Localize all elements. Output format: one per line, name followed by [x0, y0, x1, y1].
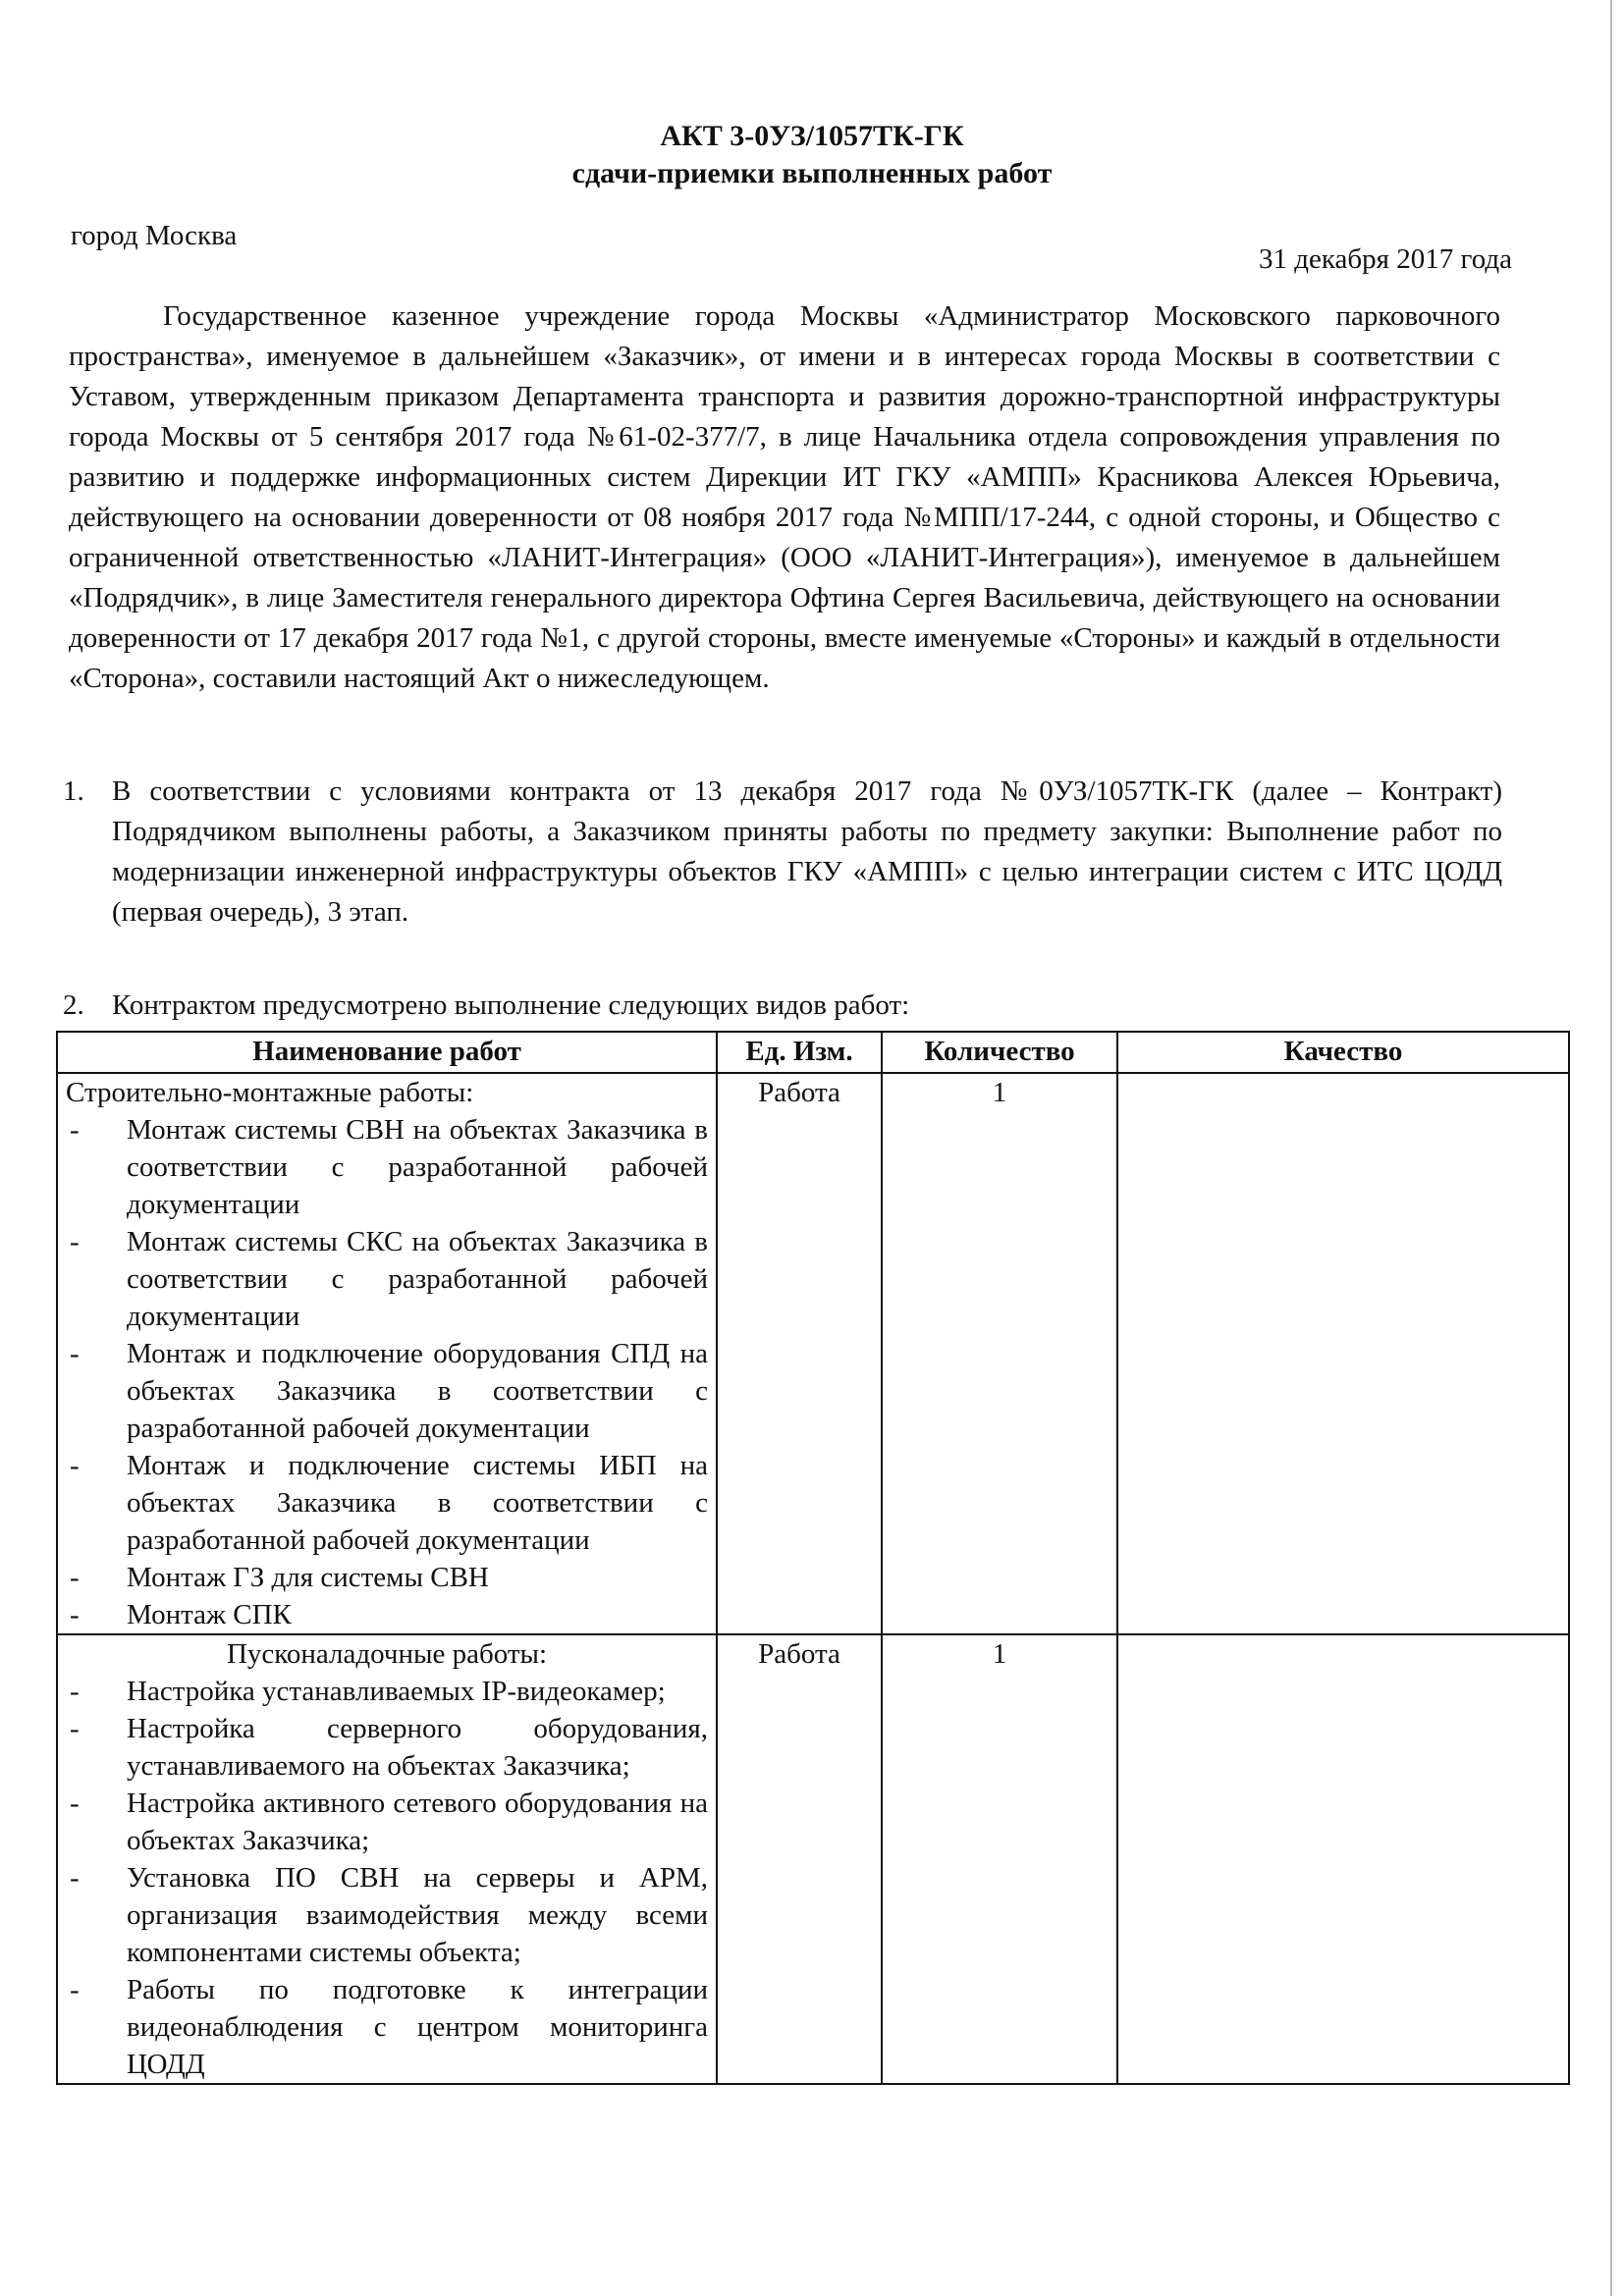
- list-item-text: Монтаж системы СВН на объектах Заказчика в соответствии с разработанной рабочей документации: [127, 1114, 708, 1220]
- list-item-text: Установка ПО СВН на серверы и АРМ, организация взаимодействия между всеми компонентами системы объекта;: [127, 1862, 708, 1968]
- intro-paragraph: Государственное казенное учреждение города Москвы «Администратор Московского парковочного пространства», именуемое в дальнейшем «Заказчик», от имени и в интересах города Москвы в соответствии с Уставом, утвержденным приказом Департамента транспорта и развития дорожно-транспортной инфраструктуры города Москвы от 5 сентября 2017 года №61-02-377/7, в лице Начальника отдела сопровождения управления по развитию и поддержке информационных систем Дирекции ИТ ГКУ «АМПП» Красникова Алексея Юрьевича, действующего на основании доверенности от 08 ноября 2017 года №МПП/17-244, с одной стороны, и Общество с ограниченной ответственностью «ЛАНИТ-Интеграция» (ООО «ЛАНИТ-Интеграция»), именуемое в дальнейшем «Подрядчик», в лице Заместителя генерального директора Офтина Сергея Васильевича, действующего на основании доверенности от 17 декабря 2017 года №1, с другой стороны, вместе именуемые «Стороны» и каждый в отдельности «Сторона», составили настоящий Акт о нижеследующем.: [69, 300, 1500, 694]
- scan-edge-line: [1610, 0, 1612, 2296]
- cell-unit: Работа: [717, 1634, 882, 2084]
- cell-quality: [1117, 1073, 1569, 1634]
- cell-work-name: [57, 1634, 717, 2084]
- work-items-list: [66, 1111, 708, 1633]
- cell-quality: [1117, 1634, 1569, 2084]
- document-subtitle: сдачи-приемки выполненных работ: [571, 157, 1053, 189]
- list-item-text: Монтаж и подключение оборудования СПД на объектах Заказчика в соответствии с разработанной рабочей документации: [127, 1338, 708, 1444]
- list-item: - Монтаж системы СВН на объектах Заказчика в соответствии с разработанной рабочей документации: [70, 1114, 708, 1220]
- header-name: Наименование работ: [57, 1032, 717, 1073]
- list-item: - Монтаж и подключение оборудования СПД на объектах Заказчика в соответствии с разработанной рабочей документации: [70, 1338, 708, 1444]
- list-item-text: Настройка активного сетевого оборудования на объектах Заказчика;: [127, 1788, 708, 1856]
- list-item: - Монтаж и подключение системы ИБП на объектах Заказчика в соответствии с разработанной рабочей документации: [70, 1450, 708, 1556]
- clause-text: В соответствии с условиями контракта от 13 декабря 2017 года №0УЗ/1057ТК-ГК (далее – Контракт) Подрядчиком выполнены работы, а Заказчиком приняты работы по предмету закупки: Выполнение работ по модернизации инженерной инфраструктуры объектов ГКУ «АМПП» с целью интеграции систем с ИТС ЦОДД (первая очередь), 3 этап.: [112, 775, 1502, 928]
- list-item: - Установка ПО СВН на серверы и АРМ, организация взаимодействия между всеми компонентами системы объекта;: [70, 1862, 708, 1968]
- clause-1: [63, 772, 1502, 933]
- clause-number: 1.: [63, 775, 84, 807]
- works-table: [56, 1031, 1570, 2085]
- cell-quantity: 1: [882, 1634, 1117, 2084]
- list-item: - Настройка устанавливаемых IP-видеокамер;: [70, 1676, 666, 1707]
- cell-quantity: 1: [882, 1073, 1117, 1634]
- list-item-text: Монтаж системы СКС на объектах Заказчика в соответствии с разработанной рабочей документации: [127, 1226, 708, 1332]
- list-item-text: Настройка серверного оборудования, устанавливаемого на объектах Заказчика;: [127, 1713, 708, 1782]
- clause-text: Контрактом предусмотрено выполнение следующих видов работ:: [112, 989, 910, 1021]
- table-row: [57, 1073, 1569, 1634]
- table-row: [57, 1634, 1569, 2084]
- list-item: - Монтаж СПК: [70, 1599, 292, 1630]
- cell-unit: Работа: [717, 1073, 882, 1634]
- cell-work-name: [57, 1073, 717, 1634]
- list-item-text: Монтаж ГЗ для системы СВН: [127, 1562, 489, 1593]
- header-quantity: Количество: [882, 1032, 1117, 1073]
- document-date: 31 декабря 2017 года: [1259, 243, 1512, 275]
- list-item-text: Работы по подготовке к интеграции видеонаблюдения с центром мониторинга ЦОДД: [127, 1974, 708, 2080]
- document-title-block: [0, 118, 1624, 192]
- clause-number: 2.: [63, 989, 84, 1021]
- list-item: - Монтаж системы СКС на объектах Заказчика в соответствии с разработанной рабочей документации: [70, 1226, 708, 1332]
- list-item-text: Настройка устанавливаемых IP-видеокамер;: [127, 1676, 666, 1707]
- table-header-row: [57, 1032, 1569, 1073]
- list-item-text: Монтаж и подключение системы ИБП на объектах Заказчика в соответствии с разработанной рабочей документации: [127, 1450, 708, 1556]
- document-title: АКТ 3-0УЗ/1057ТК-ГК: [660, 120, 964, 152]
- section-title: Строительно-монтажные работы:: [66, 1077, 474, 1108]
- list-item: - Работы по подготовке к интеграции видеонаблюдения с центром мониторинга ЦОДД: [70, 1974, 708, 2080]
- header-unit: Ед. Изм.: [717, 1032, 882, 1073]
- list-item-text: Монтаж СПК: [127, 1599, 292, 1630]
- list-item: - Монтаж ГЗ для системы СВН: [70, 1562, 489, 1593]
- list-item: - Настройка активного сетевого оборудования на объектах Заказчика;: [70, 1788, 708, 1856]
- section-title: Пусконаладочные работы:: [226, 1638, 548, 1670]
- clause-2: [63, 986, 1502, 1026]
- city: город Москва: [71, 220, 238, 251]
- work-items-list: [66, 1673, 708, 2083]
- header-quality: Качество: [1117, 1032, 1569, 1073]
- list-item: - Настройка серверного оборудования, устанавливаемого на объектах Заказчика;: [70, 1713, 708, 1782]
